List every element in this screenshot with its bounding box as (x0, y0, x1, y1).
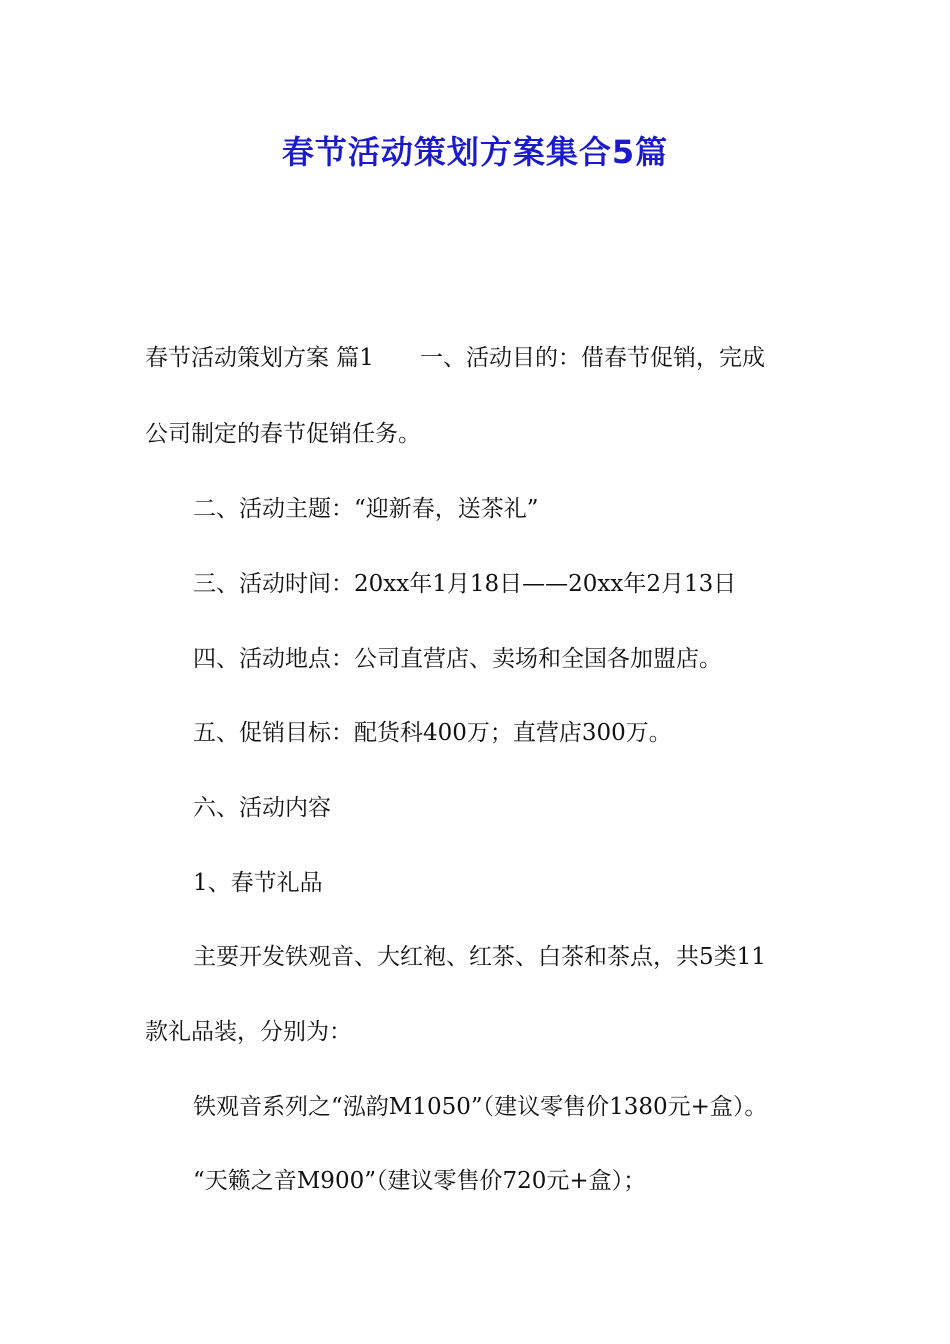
paragraph-line: 五、促销目标：配货科400万；直营店300万。 (193, 720, 672, 746)
document-title: 春节活动策划方案集合5篇 (281, 133, 669, 171)
section-heading: 六、活动内容 (193, 795, 331, 821)
paragraph-line: 二、活动主题：“迎新春，送茶礼” (193, 496, 539, 522)
paragraph-line: 公司制定的春节促销任务。 (145, 421, 421, 447)
paragraph-line: 四、活动地点：公司直营店、卖场和全国各加盟店。 (193, 646, 722, 672)
subsection-heading: 1、春节礼品 (193, 870, 323, 896)
paragraph-line: 春节活动策划方案 篇1 一、活动目的：借春节促销，完成 (145, 345, 765, 371)
paragraph-line: 主要开发铁观音、大红袍、红茶、白茶和茶点，共5类11 (193, 944, 766, 970)
paragraph-line: 铁观音系列之“泓韵M1050”（建议零售价1380元+盒）。 (193, 1094, 768, 1120)
paragraph-line: 款礼品装，分别为： (145, 1019, 352, 1045)
paragraph-line: 三、活动时间：20xx年1月18日——20xx年2月13日 (193, 571, 737, 597)
paragraph-line: “天籁之音M900”（建议零售价720元+盒）； (193, 1168, 647, 1194)
